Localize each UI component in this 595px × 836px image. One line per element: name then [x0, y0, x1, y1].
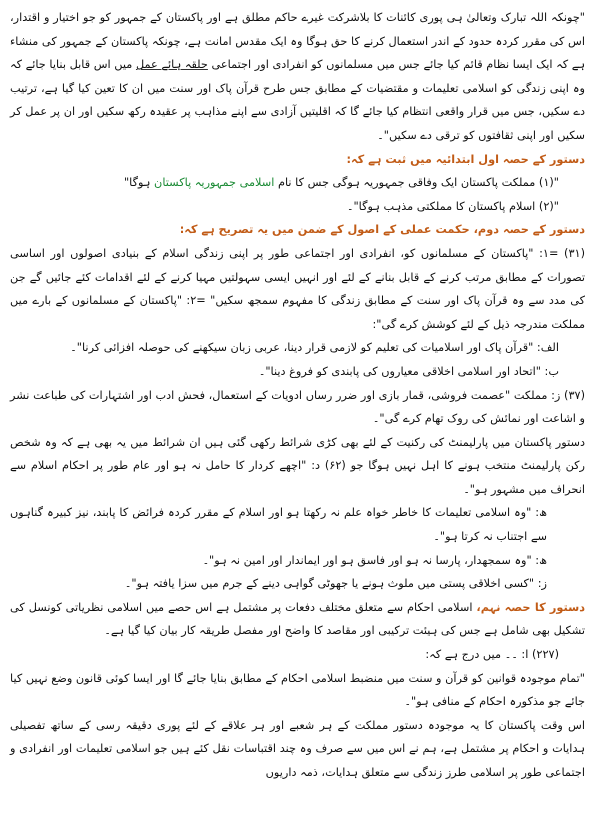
section-heading-part-two: دستور کے حصہ دوم، حکمت عملی کے اصول کے ضمن میں یہ تصریح ہے کہ: [179, 223, 585, 237]
article-37-line-2: و اشاعت اور نمائش کی روک تھام کرے گی"۔ [372, 412, 585, 426]
article-227-line-2: "تمام موجودہ قوانین کو قرآن و سنت میں منضبط اسلامی احکام کے مطابق بنایا جائے گا اور ایسا کوئی قانون وضع نہیں کیا جائے جو مذکورہ [10, 671, 585, 709]
country-name: اسلامی جمہوریہ پاکستان [154, 176, 275, 190]
part-nine-label: دستور کا حصہ نہم، [476, 600, 585, 614]
article-1-prefix: "(۱) مملکت پاکستان ایک وفاقی جمہوریہ ہوگی جس کا نام [278, 176, 559, 190]
part-nine-line-2: ترکیبی اور مقاصد کا واضح اور مفصل طریقہ کار بیان کیا گیا ہے۔ [104, 624, 410, 638]
article-37 [10, 384, 585, 431]
article-227-intro: (۲۲۷) ا: ۔۔ میں درج ہے کہ: [425, 648, 559, 662]
preamble-line-5: اور ان پر عمل کر سکیں اور اپنی ثقافتوں کو ترقی دے سکیں"۔ [10, 105, 585, 142]
article-227 [10, 667, 585, 714]
preamble-underlined-phrase: حلقہ ہائے عمل [135, 58, 208, 72]
preamble-line-3a: مسلمانوں کو انفرادی اور اجتماعی [211, 58, 374, 72]
article-227-line-3: احکام کے منافی ہو"۔ [404, 695, 506, 709]
closing-line-1: اس وقت پاکستان کا یہ موجودہ دستور مملکت کے ہر شعبے اور ہر علاقے کے لئے پوری دقیقہ رسی کے ساتھ تفصیلی ہدایات و احکام پر مشتمل ہے، ہم [10, 718, 585, 756]
article-31-line-1: (۳۱) =۱: "پاکستان کے مسلمانوں کو، انفرادی اور اجتماعی طور پر اپنی زندگی اسلام کے بنیادی اصولوں اور اساسی تصورات کے مطابق مرتب [10, 246, 586, 284]
parliament-line-1: دستور پاکستان میں پارلیمنٹ کی رکنیت کے لئے بھی کڑی شرائط رکھی گئی ہیں ان شرائط میں یہ بھی ہے کہ وہ شخص رکن پارلیمنٹ منتخب ہونے کا [10, 435, 586, 473]
article-1 [10, 171, 585, 195]
parliament-line-2: اہل نہیں ہوگا جو (۶۲) د: "اچھے کردار کا حامل نہ ہو اور عام طور پر احکام اسلام سے انحراف میں مشہور ہو"۔ [10, 459, 585, 496]
closing-line-2: نے اس میں سے صرف وہ چند اقتباسات نقل کئے ہیں جو اسلامی تعلیمات اور انفرادی و اجتماعی طور پر اسلامی طرز زندگی سے متعلق ہدایات، ذمہ داریوں [10, 742, 585, 779]
part-nine-line-1: اسلامی احکام سے متعلق مختلف دفعات پر مشتمل ہے اس حصے میں اسلامی نظریاتی کونسل کی تشکیل بھی شامل ہے جس کی ہیئت [10, 600, 585, 638]
article-31-alif: الف: "قرآن پاک اور اسلامیات کی تعلیم کو لازمی قرار دینا، عربی زبان سیکھنے کی حوصلہ افزائی کرنا"۔ [70, 341, 559, 355]
article-31-line-2: کرنے کے قابل بنانے کے لئے اور انہیں ایسی سہولتیں مہیا کرنے کے لئے اقدامات کئے جائیں گے جن کی مدد سے وہ قرآن پاک اور سنت کے [10, 270, 586, 308]
article-31 [10, 242, 585, 336]
parliament-clause-hay: ھ: "وہ اسلامی تعلیمات کا خاطر خواہ علم نہ رکھتا ہو اور اسلام کے مقرر کردہ فرائض کا پابند، نیز کبیرہ گناہوں سے اجتناب نہ کرتا ہو"۔ [10, 506, 547, 544]
parliament-clause-zay: ز: "کسی اخلاقی پستی میں ملوث ہونے یا جھوٹی گواہی دینے کے جرم میں سزا یافتہ ہو"۔ [124, 577, 547, 591]
article-31-line-3: مطابق زندگی کا مفہوم سمجھ سکیں" =۲: "پاکستان کے مسلمانوں کے بارے میں مملکت مندرجہ ذیل کے لئے کوشش کرے گی": [10, 294, 585, 331]
preamble-line-4: پاک اور سنت میں ان کا تعین کیا گیا ہے، ترتیب دے سکیں، جس میں قرار واقعی انتظام کیا جائے گا کہ اقلیتیں آزادی سے اپنے مذاہب پر عقیدہ رکھ سکیں [10, 81, 586, 119]
preamble-line-1: "چونکہ اللہ تبارک وتعالیٰ ہی پوری کائنات کا بلاشرکت غیرے حاکم مطلق ہے اور پاکستان کے جمہور کو جو اختیار و اقتدار، اس کی مقرر کردہ حدود [10, 11, 585, 48]
article-31-bay: ب: "اتحاد اور اسلامی اخلاقی معیاروں کی پابندی کو فروغ دینا"۔ [258, 364, 559, 378]
preamble-line-3c: میں اس قابل بنایا جائے کہ وہ اپنی زندگی کو اسلامی تعلیمات و مقتضیات کے مطابق جس طرح قرآن [10, 58, 585, 95]
article-2: "(۲) اسلام پاکستان کا مملکتی مذہب ہوگا"۔ [346, 199, 559, 213]
preamble-paragraph [10, 6, 585, 148]
article-37-line-1: (۳۷) ز: مملکت "عصمت فروشی، قمار بازی اور ضرر رساں ادویات کے استعمال، فحش ادب اور اشتہارات کی طباعت نشر [10, 388, 585, 402]
article-1-suffix: ہوگا" [123, 176, 151, 190]
section-heading-part-one: دستور کے حصہ اول ابتدائیہ میں ثبت ہے کہ: [346, 152, 585, 166]
preamble-line-2: کے اندر استعمال کرنے کا حق ہوگا وہ ایک مقدس امانت ہے، چونکہ پاکستان کے جمہور کی منشاء ہے کہ ایک ایسا نظام قائم کیا جائے جس میں [10, 34, 585, 72]
parliament-paragraph [10, 431, 585, 502]
part-nine-paragraph [10, 596, 585, 643]
parliament-clause-waw: ھ: "وہ سمجھدار، پارسا نہ ہو اور فاسق ہو اور ایماندار اور امین نہ ہو"۔ [202, 553, 547, 567]
closing-paragraph [10, 714, 585, 785]
